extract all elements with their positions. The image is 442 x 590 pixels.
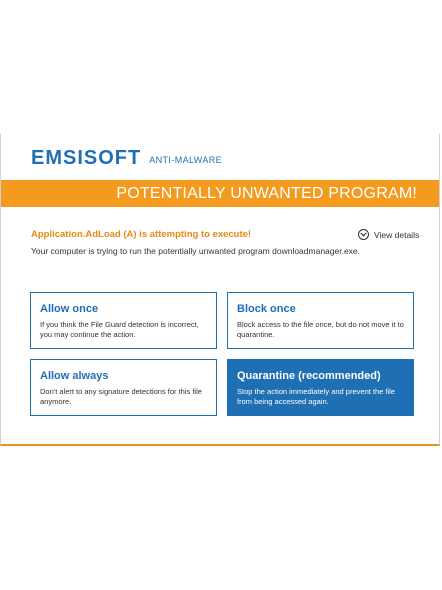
banner-title: POTENTIALLY UNWANTED PROGRAM! xyxy=(116,184,417,202)
view-details-label: View details xyxy=(374,229,420,240)
allow-once-title: Allow once xyxy=(40,303,99,315)
alert-banner xyxy=(1,180,439,207)
allow-once-description: If you think the File Guard detection is incorrect, you may continue the action. xyxy=(40,320,199,339)
block-once-button[interactable] xyxy=(227,292,414,349)
brand-product: ANTI-MALWARE xyxy=(149,155,223,165)
block-once-description: Block access to the file once, but do not move it to quarantine. xyxy=(237,320,404,339)
threat-title: Application.AdLoad (A) is attempting to execute! xyxy=(31,229,252,240)
quarantine-title: Quarantine (recommended) xyxy=(237,370,381,382)
brand-logo xyxy=(31,148,222,168)
quarantine-button[interactable] xyxy=(227,359,414,416)
chevron-down-circle-icon xyxy=(358,229,369,240)
quarantine-description: Stop the action immediately and prevent the file from being accessed again. xyxy=(237,387,396,406)
allow-once-button[interactable] xyxy=(30,292,217,349)
file-guard-alert-dialog xyxy=(0,134,440,446)
allow-always-button[interactable] xyxy=(30,359,217,416)
brand-name: EMSISOFT xyxy=(31,147,142,169)
view-details-link[interactable] xyxy=(358,229,419,240)
allow-always-title: Allow always xyxy=(40,370,109,382)
allow-always-description: Don't alert to any signature detections for this file anymore. xyxy=(40,387,202,406)
block-once-title: Block once xyxy=(237,303,296,315)
threat-description: Your computer is trying to run the potentially unwanted program downloadmanager.exe. xyxy=(31,246,361,256)
